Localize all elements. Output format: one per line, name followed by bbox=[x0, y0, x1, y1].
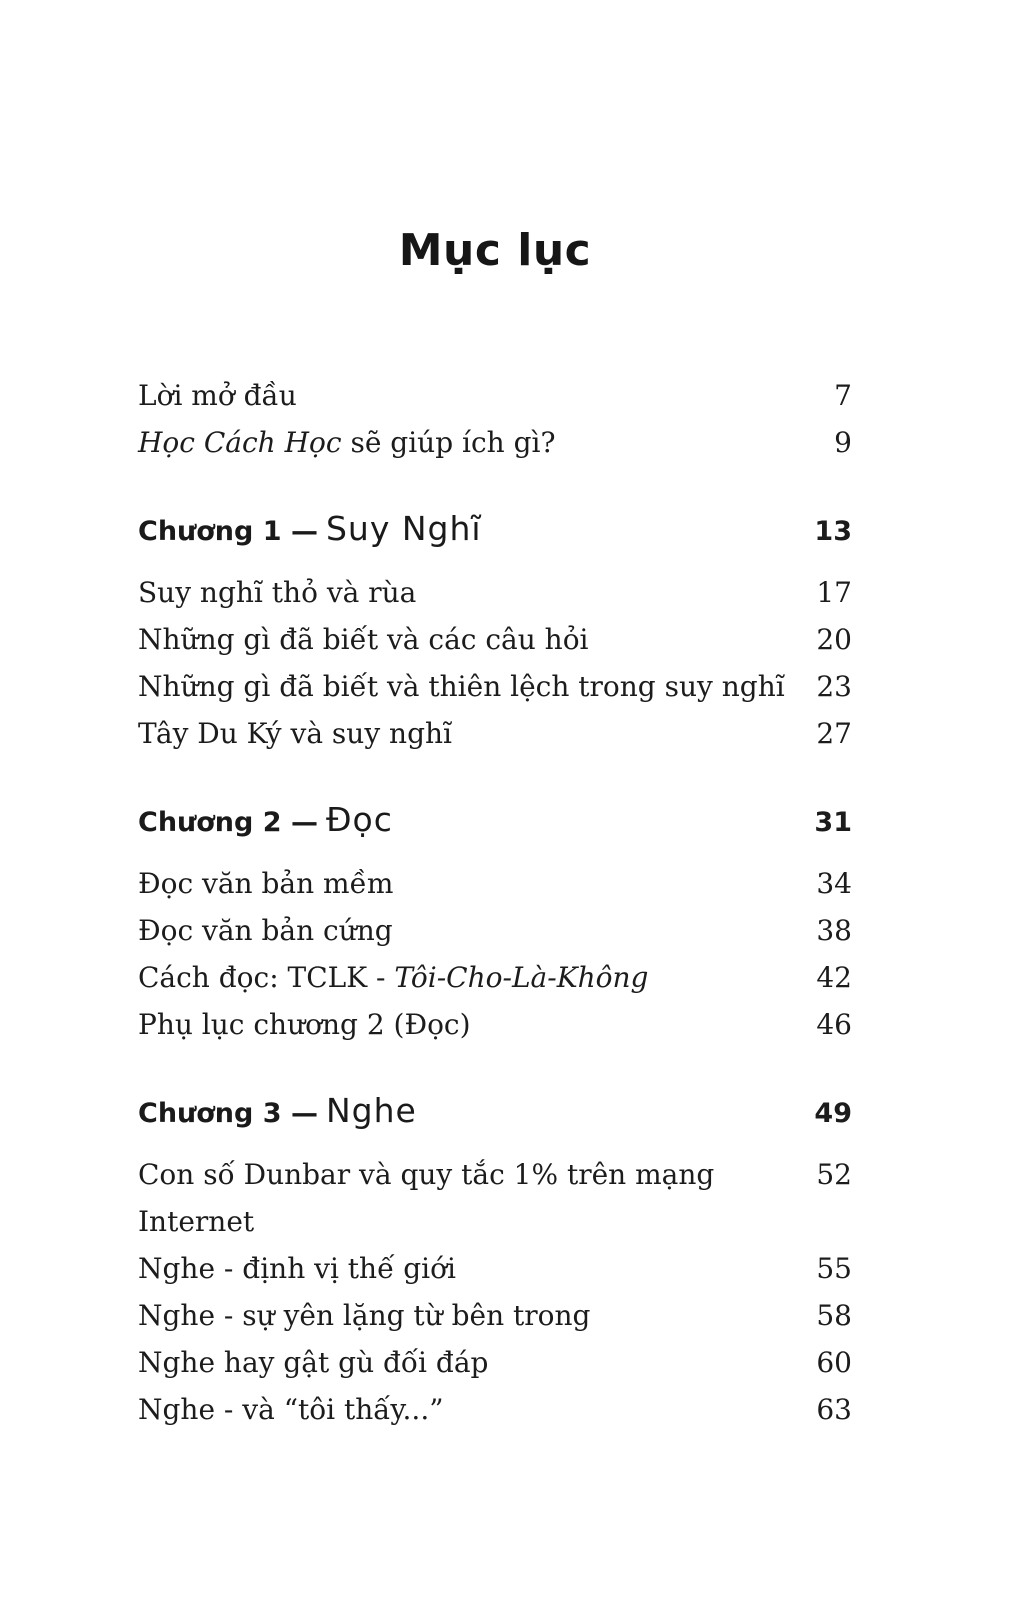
toc-entry-text: Học Cách Học bbox=[138, 426, 342, 459]
chapter-prefix: Chương 2 — bbox=[138, 807, 318, 838]
chapter-prefix: Chương 1 — bbox=[138, 516, 318, 547]
toc-entry bbox=[138, 1001, 852, 1048]
toc-entry-label bbox=[138, 1386, 468, 1433]
toc-entry bbox=[138, 616, 852, 663]
toc-entry-text: Đọc văn bản cứng bbox=[138, 914, 393, 947]
toc-entry-page-number: 46 bbox=[816, 1008, 852, 1041]
toc-entry-text: Đọc văn bản mềm bbox=[138, 867, 394, 900]
toc-entry-text: sẽ giúp ích gì? bbox=[341, 426, 556, 459]
toc-entry bbox=[138, 1245, 852, 1292]
toc-entry-page-number: 31 bbox=[814, 807, 852, 838]
chapter-name: Nghe bbox=[325, 1091, 417, 1130]
toc-entry-page-number: 55 bbox=[816, 1252, 852, 1285]
toc-entry-text: Những gì đã biết và thiên lệch trong suy nghĩ bbox=[138, 670, 785, 703]
toc-entry-label bbox=[138, 954, 672, 1001]
toc-entry bbox=[138, 1151, 852, 1245]
toc-entry-page-number: 27 bbox=[816, 717, 852, 750]
toc-entry-label bbox=[138, 663, 809, 710]
toc-entry-page-number: 52 bbox=[816, 1158, 852, 1191]
toc-chapter-entry bbox=[138, 794, 852, 852]
toc-entry bbox=[138, 1292, 852, 1339]
toc-entry-page-number: 60 bbox=[816, 1346, 852, 1379]
page-title: Mục lục bbox=[398, 225, 592, 276]
toc-entry bbox=[138, 569, 852, 616]
toc-list bbox=[138, 372, 852, 1433]
chapter-prefix: Chương 3 — bbox=[138, 1098, 318, 1129]
toc-entry-label bbox=[138, 616, 613, 663]
toc-entry-label bbox=[138, 710, 476, 757]
toc-entry-text: Những gì đã biết và các câu hỏi bbox=[138, 623, 589, 656]
toc-entry-label bbox=[138, 569, 440, 616]
toc-entry bbox=[138, 860, 852, 907]
toc-entry-page-number: 9 bbox=[834, 426, 852, 459]
toc-entry-page-number: 13 bbox=[814, 516, 852, 547]
toc-entry bbox=[138, 419, 852, 466]
toc-entry-text: Nghe hay gật gù đối đáp bbox=[138, 1346, 489, 1379]
toc-entry-page-number: 42 bbox=[816, 961, 852, 994]
toc-entry-label bbox=[138, 372, 321, 419]
toc-entry-text: Nghe - định vị thế giới bbox=[138, 1252, 456, 1285]
toc-chapter-entry bbox=[138, 1085, 852, 1143]
toc-entry-label bbox=[138, 419, 579, 466]
toc-entry-text: Nghe - và “tôi thấy...” bbox=[138, 1393, 444, 1426]
toc-entry-label bbox=[138, 860, 417, 907]
toc-entry bbox=[138, 1339, 852, 1386]
toc-entry-label bbox=[138, 1001, 495, 1048]
toc-entry bbox=[138, 907, 852, 954]
toc-entry-label bbox=[138, 907, 417, 954]
toc-entry bbox=[138, 372, 852, 419]
toc-entry-page-number: 63 bbox=[816, 1393, 852, 1426]
toc-entry-text: Suy nghĩ thỏ và rùa bbox=[138, 576, 417, 609]
chapter-heading bbox=[138, 794, 393, 852]
toc-entry-page-number: 7 bbox=[834, 379, 852, 412]
toc-entry-text: Nghe - sự yên lặng từ bên trong bbox=[138, 1299, 591, 1332]
toc-entry-text: Tôi-Cho-Là-Không bbox=[394, 961, 649, 994]
toc-entry-text: Lời mở đầu bbox=[138, 379, 297, 412]
toc-chapter-entry bbox=[138, 503, 852, 561]
toc-entry-text: Phụ lục chương 2 (Đọc) bbox=[138, 1008, 471, 1041]
toc-entry-page-number: 58 bbox=[816, 1299, 852, 1332]
toc-entry-page-number: 17 bbox=[816, 576, 852, 609]
chapter-name: Suy Nghĩ bbox=[325, 509, 482, 548]
toc-entry-label bbox=[138, 1245, 480, 1292]
chapter-heading bbox=[138, 1085, 417, 1143]
toc-entry-label bbox=[138, 1339, 512, 1386]
chapter-heading bbox=[138, 503, 482, 561]
toc-entry-page-number: 38 bbox=[816, 914, 852, 947]
toc-entry bbox=[138, 710, 852, 757]
toc-entry bbox=[138, 1386, 852, 1433]
toc-entry-label bbox=[138, 1151, 816, 1245]
toc-entry bbox=[138, 663, 852, 710]
toc-entry-page-number: 20 bbox=[816, 623, 852, 656]
toc-entry-page-number: 49 bbox=[814, 1098, 852, 1129]
toc-entry-page-number: 23 bbox=[816, 670, 852, 703]
toc-entry bbox=[138, 954, 852, 1001]
toc-entry-page-number: 34 bbox=[816, 867, 852, 900]
toc-entry-label bbox=[138, 1292, 614, 1339]
toc-entry-text: Con số Dunbar và quy tắc 1% trên mạng Internet bbox=[138, 1158, 715, 1238]
chapter-name: Đọc bbox=[325, 800, 393, 839]
toc-entry-text: Tây Du Ký và suy nghĩ bbox=[138, 717, 452, 750]
toc-entry-text: Cách đọc: TCLK - bbox=[138, 961, 395, 994]
